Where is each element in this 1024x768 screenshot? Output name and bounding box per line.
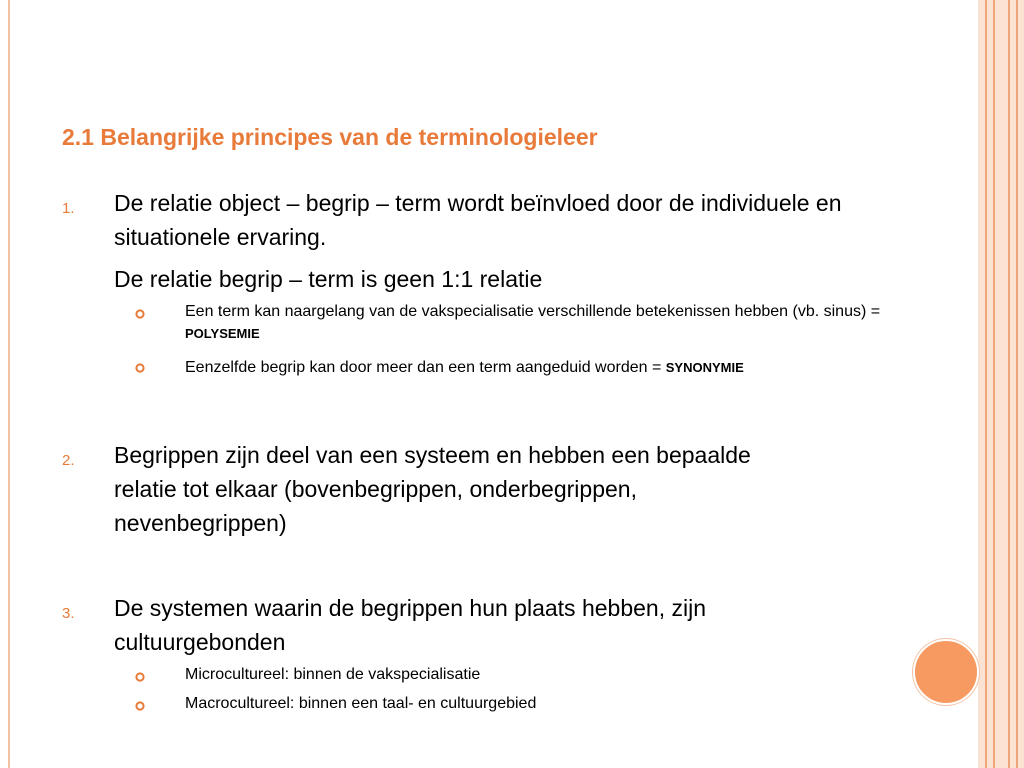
list-number: 3. <box>62 605 75 622</box>
term-label: POLYSEMIE <box>185 326 260 341</box>
right-border-line <box>1016 0 1018 768</box>
bullet-ring-icon <box>133 699 147 713</box>
list-item-text: De systemen waarin de begrippen hun plaats hebben, zijn cultuurgebonden <box>114 595 706 655</box>
decorative-circle <box>913 639 979 705</box>
right-border-line <box>985 0 987 768</box>
right-border-line <box>1008 0 1010 768</box>
sub-list-item-text: Eenzelfde begrip kan door meer dan een term aangeduid worden = <box>185 359 666 376</box>
list-item-text: Begrippen zijn deel van een systeem en hebben een bepaalde relatie tot elkaar (bovenbegrippen, onderbegrippen, nevenbegrippen) <box>114 442 751 536</box>
sub-list-item: Microcultureel: binnen de vakspecialisatie <box>185 666 481 683</box>
bullet-ring-icon <box>133 307 147 321</box>
list-item-text: De relatie object – begrip – term wordt beïnvloed door de individuele en situationele ervaring. <box>114 190 842 250</box>
list-number: 2. <box>62 452 75 469</box>
bullet-ring-icon <box>133 361 147 375</box>
list-item-extra: De relatie begrip – term is geen 1:1 relatie <box>114 266 543 292</box>
sub-list-item <box>185 355 805 381</box>
sub-list-item-text: Een term kan naargelang van de vakspecialisatie verschillende betekenissen hebben (vb. sinus) = <box>185 303 881 320</box>
list-number: 1. <box>62 200 75 217</box>
term-label: SYNONYMIE <box>665 360 744 375</box>
sub-list-item <box>185 301 885 345</box>
slide-title: 2.1 Belangrijke principes van de terminologieleer <box>62 124 598 150</box>
bullet-ring-icon <box>133 670 147 684</box>
sub-list-item: Macrocultureel: binnen een taal- en cultuurgebied <box>185 695 537 712</box>
right-border-line <box>993 0 995 768</box>
